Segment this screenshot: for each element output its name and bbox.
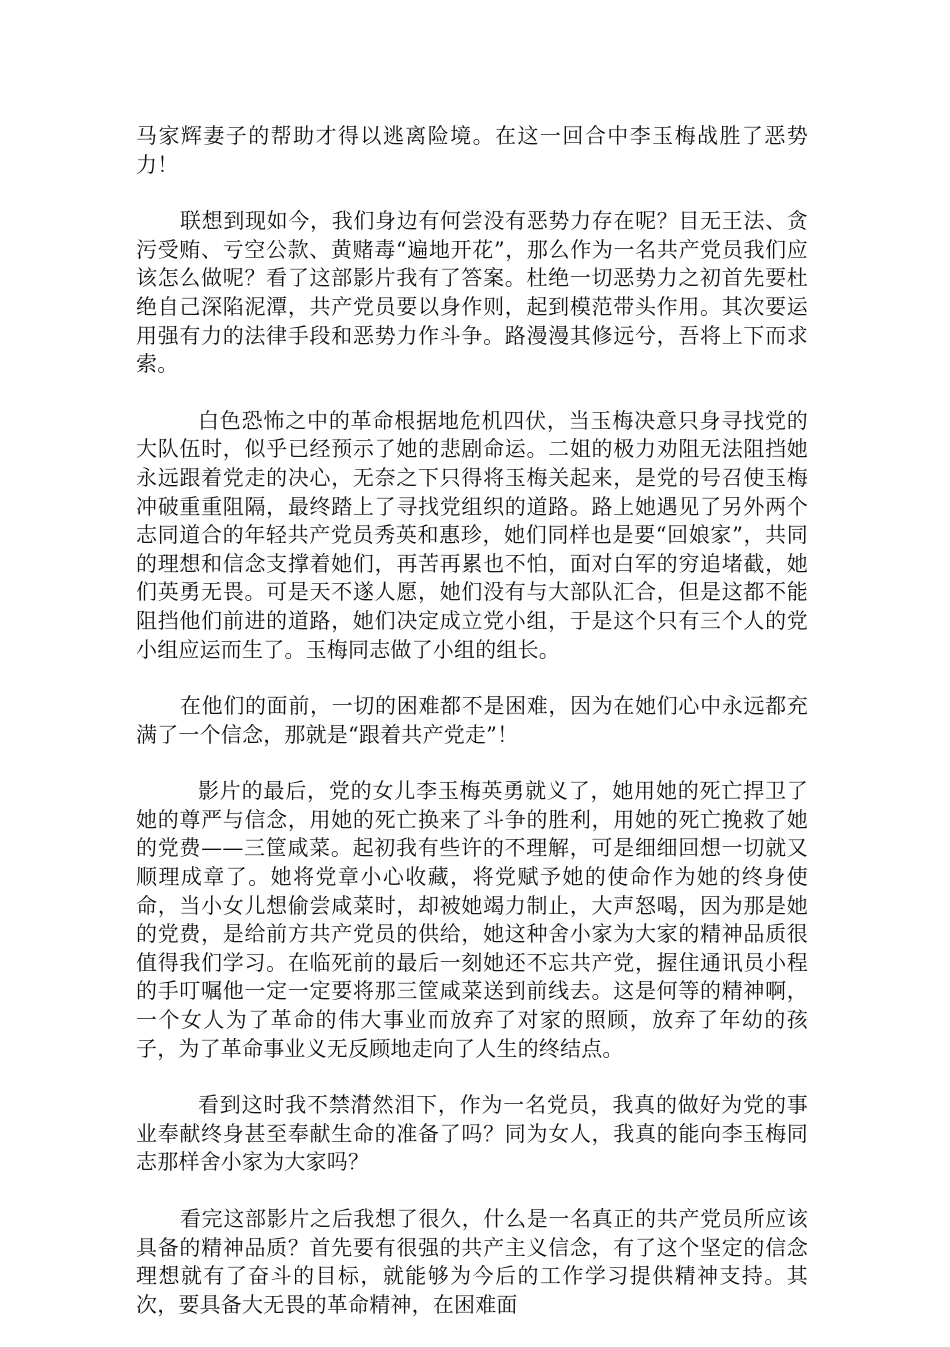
paragraph-4: 在他们的面前，一切的困难都不是困难，因为在她们心中永远都充满了一个信念，那就是“跟着共产党走”！: [136, 694, 808, 747]
paragraph-1: 马家辉妻子的帮助才得以逃离险境。在这一回合中李玉梅战胜了恶势力！: [136, 124, 808, 177]
paragraph-6: 看到这时我不禁潸然泪下，作为一名党员，我真的做好为党的事业奉献终身甚至奉献生命的准备了吗？同为女人，我真的能向李玉梅同志那样舍小家为大家吗？: [136, 1093, 808, 1175]
paragraph-2: 联想到现如今，我们身边有何尝没有恶势力存在呢？目无王法、贪污受贿、亏空公款、黄赌毒“遍地开花”，那么作为一名共产党员我们应该怎么做呢？看了这部影片我有了答案。杜绝一切恶势力之初首先要杜绝自己深陷泥潭，共产党员要以身作则，起到模范带头作用。其次要运用强有力的法律手段和恶势力作斗争。路漫漫其修远兮，吾将上下而求索。: [136, 209, 808, 377]
paragraph-5: 影片的最后，党的女儿李玉梅英勇就义了，她用她的死亡捍卫了她的尊严与信念，用她的死亡换来了斗争的胜利，用她的死亡挽救了她的党费——三筐咸菜。起初我有些许的不理解，可是细细回想一切就又顺理成章了。她将党章小心收藏，将党赋予她的使命作为她的终身使命，当小女儿想偷尝咸菜时，却被她竭力制止，大声怒喝，因为那是她的党费，是给前方共产党员的供给，她这种舍小家为大家的精神品质很值得我们学习。在临死前的最后一刻她还不忘共产党，握住通讯员小程的手叮嘱他一定一定要将那三筐咸菜送到前线去。这是何等的精神啊，一个女人为了革命的伟大事业而放弃了对家的照顾，放弃了年幼的孩子，为了革命事业义无反顾地走向了人生的终结点。: [136, 779, 808, 1061]
paragraph-3: 白色恐怖之中的革命根据地危机四伏，当玉梅决意只身寻找党的大队伍时，似乎已经预示了她的悲剧命运。二姐的极力劝阻无法阻挡她永远跟着党走的决心，无奈之下只得将玉梅关起来，是党的号召使玉梅冲破重重阻隔，最终踏上了寻找党组织的道路。路上她遇见了另外两个志同道合的年轻共产党员秀英和惠珍，她们同样也是要“回娘家”，共同的理想和信念支撑着她们，再苦再累也不怕，面对白军的穷追堵截，她们英勇无畏。可是天不遂人愿，她们没有与大部队汇合，但是这都不能阻挡他们前进的道路，她们决定成立党小组，于是这个只有三个人的党小组应运而生了。玉梅同志做了小组的组长。: [136, 408, 808, 662]
document-body: [136, 122, 808, 1347]
paragraph-7: 看完这部影片之后我想了很久，什么是一名真正的共产党员所应该具备的精神品质？首先要有很强的共产主义信念，有了这个坚定的信念理想就有了奋斗的目标，就能够为今后的工作学习提供精神支持。其次，要具备大无畏的革命精神，在困难面: [136, 1207, 808, 1317]
